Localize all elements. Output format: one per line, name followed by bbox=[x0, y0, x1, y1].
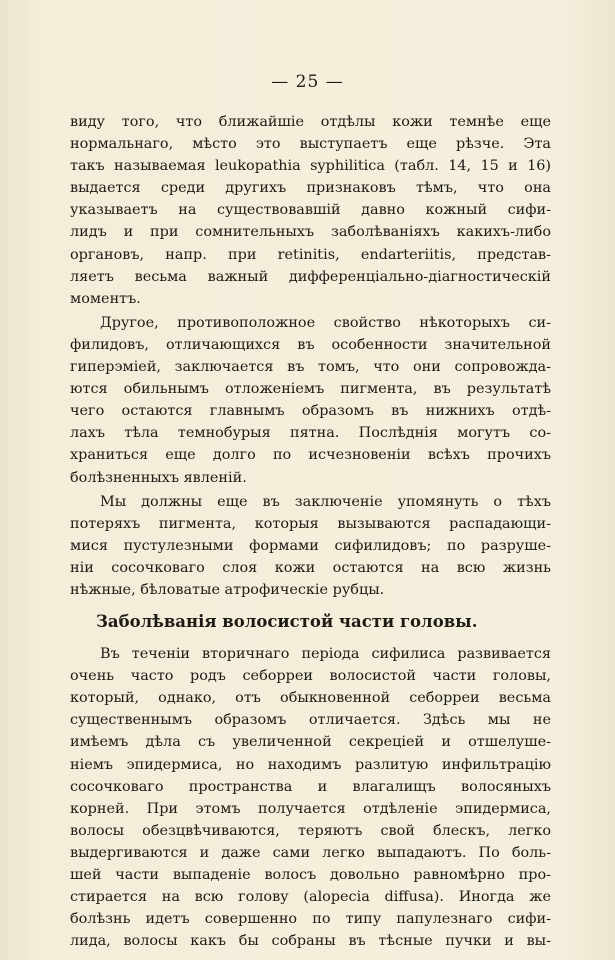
text-line: чего остаются главнымъ образомъ въ нижнихъ отдѣ- bbox=[70, 403, 551, 420]
text-line: лидъ и при сомнительныхъ заболѣваніяхъ какихъ-либо bbox=[70, 224, 551, 241]
text-line: который, однако, отъ обыкновенной себорреи весьма bbox=[70, 690, 551, 707]
text-line: храниться еще долго по исчезновеніи всѣхъ прочихъ bbox=[70, 447, 551, 464]
text-line: гиперэміей, заключается въ томъ, что они сопровожда- bbox=[70, 359, 551, 376]
text-line: ніи сосочковаго слоя кожи остаются на всю жизнь bbox=[70, 559, 551, 576]
text-line: нѣжные, бѣловатые атрофическіе рубцы. bbox=[70, 581, 385, 598]
text-line: лахъ тѣла темнобурыя пятна. Послѣднія могутъ со- bbox=[70, 425, 551, 442]
text-line: корней. При этомъ получается отдѣленіе эпидермиса, bbox=[70, 800, 551, 817]
text-line: выдается среди другихъ признаковъ тѣмъ, что она bbox=[70, 180, 551, 197]
paragraph bbox=[70, 111, 551, 310]
text-line: сосочковаго пространства и влагалищъ волосяныхъ bbox=[70, 778, 551, 795]
text-line: ніемъ эпидермиса, но находимъ разлитую инфильтрацію bbox=[70, 756, 551, 773]
text-line: виду того, что ближайшіе отдѣлы кожи темнѣе еще bbox=[70, 114, 551, 130]
text-line: лида, волосы какъ бы собраны въ тѣсные пучки и вы- bbox=[70, 933, 551, 950]
text-line: органовъ, напр. при retinitis, endarteriitis, представ- bbox=[70, 246, 551, 263]
text-line: такъ называемая leukopathia syphilitica (табл. 14, 15 и 16) bbox=[70, 158, 551, 175]
text-line: указываетъ на существовавшій давно кожный сифи- bbox=[70, 202, 551, 219]
text-line: волосы обезцвѣчиваются, теряютъ свой блескъ, легко bbox=[70, 822, 551, 839]
text-line: болѣзнь идетъ совершенно по типу папулезнаго сифи- bbox=[70, 911, 551, 928]
text-line: моментъ. bbox=[70, 290, 141, 307]
text-line: очень часто родъ себорреи волосистой части головы, bbox=[70, 668, 551, 685]
text-line: шей части выпаденіе волосъ довольно равномѣрно про- bbox=[70, 867, 551, 883]
text-line: потеряхъ пигмента, которыя вызываются распадающи- bbox=[70, 515, 551, 532]
paragraph bbox=[70, 491, 551, 601]
text-line: ются обильнымъ отложеніемъ пигмента, въ результатѣ bbox=[70, 381, 551, 398]
text-line: Другое, противоположное свойство нѣкоторыхъ си- bbox=[100, 314, 551, 331]
text-line: нормальнаго, мѣсто это выступаетъ еще рѣзче. Эта bbox=[70, 136, 551, 153]
text-line: имѣемъ дѣла съ увеличенной секреціей и отшелуше- bbox=[70, 734, 551, 751]
text-line: Въ теченіи вторичнаго періода сифилиса развивается bbox=[100, 646, 551, 663]
text-line: существеннымъ образомъ отличается. Здѣсь мы не bbox=[70, 712, 551, 729]
section-heading: Заболѣванія волосистой части головы. bbox=[96, 612, 478, 632]
paragraph bbox=[70, 312, 551, 489]
text-line: мися пустулезными формами сифилидовъ; по разруше- bbox=[70, 537, 551, 554]
main-text bbox=[70, 111, 551, 952]
text-line: Мы должны еще въ заключеніе упомянуть о тѣхъ bbox=[100, 493, 551, 510]
text-line: ляетъ весьма важный дифференціально-діагностическій bbox=[70, 268, 551, 285]
paragraph bbox=[70, 643, 551, 952]
text-line: стирается на всю голову (alopecia diffusa). Иногда же bbox=[70, 889, 551, 906]
text-line: болѣзненныхъ явленій. bbox=[70, 469, 247, 486]
page-number: — 25 — bbox=[271, 72, 344, 92]
text-line: филидовъ, отличающихся въ особенности значительной bbox=[70, 336, 551, 353]
text-line: выдергиваются и даже сами легко выпадаютъ. По боль- bbox=[70, 844, 551, 861]
